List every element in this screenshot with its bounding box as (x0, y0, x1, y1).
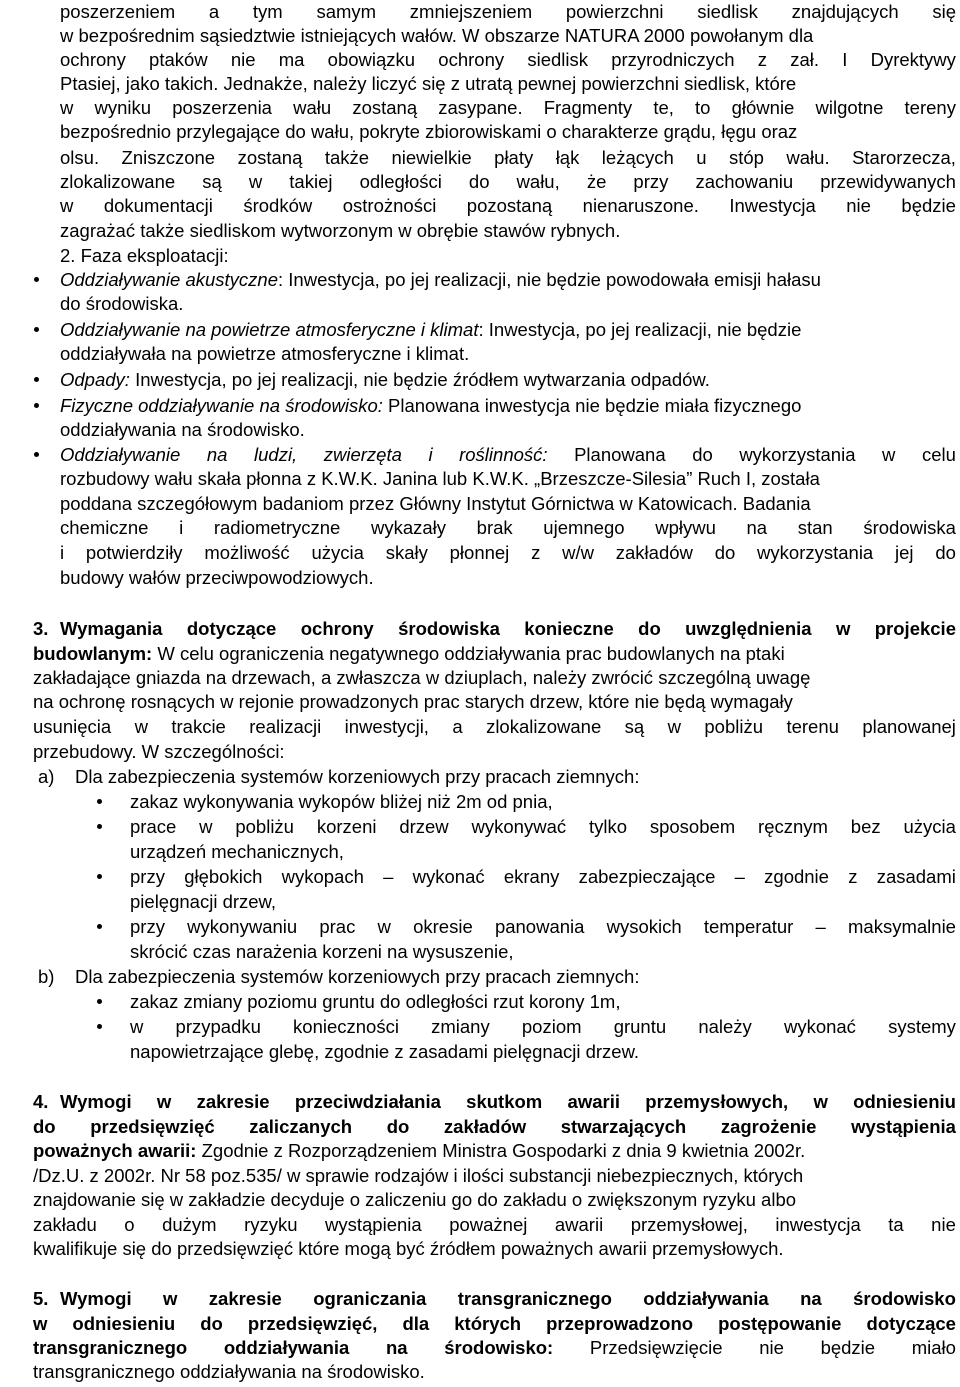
word: że (586, 171, 607, 192)
word: wysokich (606, 916, 682, 937)
list-marker-b: b) (38, 966, 55, 987)
bullet-icon (34, 377, 39, 382)
word: dla (402, 1313, 430, 1334)
word: nienaruszone. (582, 195, 699, 216)
phase2-item-line (60, 541, 956, 565)
word: to (695, 97, 711, 118)
word: prace (130, 816, 177, 837)
word: przemysłowej, (630, 1214, 748, 1235)
word: transgranicznego (457, 1288, 612, 1309)
word: w (134, 716, 148, 737)
word: temperatur (703, 916, 794, 937)
phase2-item-label: Fizyczne oddziaływanie na środowisko: (60, 395, 383, 416)
word: w (156, 1091, 172, 1112)
word: nie (759, 1337, 784, 1358)
word: znajdujących (791, 1, 899, 22)
phase2-item-label: Oddziaływanie akustyczne (60, 269, 278, 290)
word: zakresie (208, 1288, 282, 1309)
word: trakcie (171, 716, 226, 737)
word: oddziaływania (223, 1337, 350, 1358)
phase2-item-label: Odpady: (60, 369, 130, 390)
word: pobliżu (704, 716, 764, 737)
word: o (124, 1214, 135, 1235)
word: ptaków (149, 49, 208, 70)
section-line: znajdowanie się w zakładzie decyduje o zaliczeniu go do zakładu o zwiększonym ryzyku albo (33, 1189, 797, 1210)
word: w (377, 916, 391, 937)
word: w (248, 171, 263, 192)
word: systemy (888, 1016, 956, 1037)
word: zachowaniu (695, 171, 794, 192)
word: chemiczne (60, 517, 149, 538)
word: w (33, 1313, 48, 1334)
word: obowiązku (327, 49, 416, 70)
word: wykorzystania (739, 444, 856, 465)
section-number: 3. (33, 618, 49, 639)
intro-line: w bezpośrednim sąsiedztwie istniejących wałów. W obszarze NATURA 2000 powołanym dla (60, 25, 814, 46)
word: brak (476, 517, 513, 538)
word: środowiska (863, 517, 956, 538)
list-item: zakaz zmiany poziomu gruntu do odległości rzut korony 1m, (130, 991, 621, 1012)
word: okresie (413, 916, 473, 937)
phase2-item-sep: : (278, 269, 284, 290)
bullet-icon (97, 1024, 102, 1029)
word: Starorzecza, (852, 147, 956, 168)
phase2-item-label: Oddziaływanie na powietrze atmosferyczne i klimat (60, 319, 479, 340)
word: w (882, 444, 896, 465)
word: należy (698, 1016, 752, 1037)
word: możliwość (204, 542, 290, 563)
word: poziom (521, 1016, 582, 1037)
word: w (60, 195, 74, 216)
word: poważnej (449, 1214, 528, 1235)
word: w (835, 618, 851, 639)
phase2-item-line: rozbudowy wału skała płonna z K.W.K. Janina lub K.W.K. „Brzeszcze-Silesia” Ruch I, została (60, 468, 820, 489)
word: przeciwdziałania (294, 1091, 441, 1112)
section-number: 4. (33, 1091, 49, 1112)
word: przy (130, 916, 165, 937)
word: wału, (516, 171, 560, 192)
word: ekrany (503, 866, 560, 887)
word: przemysłowych, (645, 1091, 789, 1112)
section-heading (60, 1090, 956, 1114)
word: do (386, 1116, 410, 1137)
list-item (130, 865, 956, 889)
word: do (935, 542, 956, 563)
word: wału (293, 97, 332, 118)
word: stóp (728, 147, 764, 168)
word: wykonać (783, 1016, 856, 1037)
word: przeprowadzono (546, 1313, 694, 1334)
word: nie (846, 195, 871, 216)
word: ma (278, 49, 305, 70)
bullet-icon (97, 874, 102, 879)
word: do (200, 1313, 223, 1334)
word: ujemnego (543, 517, 625, 538)
word: terenu (786, 716, 839, 737)
bullet-icon (97, 999, 102, 1004)
word: gruntu (613, 1016, 667, 1037)
word: sposobem (649, 816, 736, 837)
phase2-item-line (60, 516, 956, 540)
section-line: zakładające gniazda na drzewach, a zwłaszcza w dziuplach, należy zwrócić szczególną uwagę (33, 667, 811, 688)
word: w (667, 716, 681, 737)
word: i (179, 517, 184, 538)
word: zał. (790, 49, 820, 70)
word: u (696, 147, 707, 168)
word: na (800, 1288, 822, 1309)
word: – (815, 916, 826, 937)
word: środowisko (853, 1288, 956, 1309)
section-line: /Dz.U. z 2002r. Nr 58 poz.535/ w sprawie rodzajów i ilości substancji niebezpiecznych, których (33, 1165, 804, 1186)
word: a (208, 1, 220, 22)
word: są (624, 716, 645, 737)
word: radiometryczne (213, 517, 341, 538)
word: zakresie (196, 1091, 270, 1112)
word: płaty (494, 147, 534, 168)
bullet-icon (34, 277, 39, 282)
word: nie (230, 49, 256, 70)
word: celu (921, 444, 956, 465)
word: się (932, 1, 956, 22)
word: ludzi, (254, 444, 298, 465)
word: panowania (494, 916, 585, 937)
intro-line: Ptasiej, jako takich. Jednakże, należy liczyć się z utratą pewnej powierzchni siedlisk, które (60, 73, 797, 94)
word: dużym (162, 1214, 217, 1235)
word: i (60, 542, 65, 563)
section-text: W celu ograniczenia negatywnego oddziaływania prac budowlanych na ptaki (152, 643, 785, 664)
word: Planowana (574, 444, 666, 465)
word: ręcznym (758, 816, 828, 837)
word: stwarzających (560, 1116, 687, 1137)
word: zasypane. (438, 97, 523, 118)
word: i (428, 444, 433, 465)
word: odległości (359, 171, 442, 192)
word: tylko (588, 816, 627, 837)
word: olsu. (60, 147, 100, 168)
word: projekcie (874, 618, 956, 639)
word: do (638, 618, 661, 639)
intro-line (60, 96, 956, 120)
word: przedsięwzięć, (247, 1313, 378, 1334)
word: zostaną (352, 97, 418, 118)
phase2-item-line (60, 318, 801, 342)
intro-line (60, 48, 956, 72)
word: planowanej (862, 716, 956, 737)
phase2-item-text: Inwestycja, po jej realizacji, nie będzie źródłem wytwarzania odpadów. (129, 369, 710, 390)
word: siedlisk (697, 1, 758, 22)
word: odniesieniu (72, 1313, 176, 1334)
word: zabezpieczające (578, 866, 716, 887)
word: będzie (901, 195, 956, 216)
word: Dyrektywy (870, 49, 956, 70)
intro-line (60, 194, 956, 218)
phase2-item-line: oddziaływania na środowisko. (60, 419, 305, 440)
word: zakładów (443, 1116, 527, 1137)
word: zmniejszeniem (409, 1, 533, 22)
section-number: 5. (33, 1288, 49, 1309)
word: ta (888, 1214, 904, 1235)
intro-line (60, 170, 956, 194)
word: ostrożności (342, 195, 437, 216)
word: wykazały (370, 517, 447, 538)
word: w/w (562, 542, 594, 563)
word: poszerzeniem (60, 1, 176, 22)
intro-line: zagrażać także siedliskom wytworzonym w obrębie stawów rybnych. (60, 220, 621, 241)
section-heading-tail: budowlanym: (33, 643, 153, 664)
word: zasadami (876, 866, 956, 887)
word: dotyczące (186, 618, 277, 639)
word: których (454, 1313, 522, 1334)
section-line: na ochronę rosnących w rejonie prowadzonych prac starych drzew, które nie będą wymagały (33, 691, 793, 712)
word: awarii (567, 1091, 620, 1112)
word: w (199, 816, 213, 837)
word: w (813, 1091, 828, 1112)
word: ochrony (60, 49, 126, 70)
word: te, (653, 97, 674, 118)
word: do (468, 171, 490, 192)
word: przyrodniczych (611, 49, 735, 70)
word: a (452, 716, 463, 737)
section-line (33, 1139, 805, 1163)
list-item (130, 1015, 956, 1039)
word: zwierzęta (323, 444, 402, 465)
word: do (692, 444, 713, 465)
word: jej (895, 542, 914, 563)
phase2-item-line (60, 394, 801, 418)
section-line (33, 1336, 956, 1360)
phase2-item-line: oddziaływała na powietrze atmosferyczne i klimat. (60, 343, 470, 364)
word: potwierdziły (85, 542, 183, 563)
bullet-icon (34, 327, 39, 332)
word: postępowanie (718, 1313, 842, 1334)
phase2-item-sep: : (478, 319, 484, 340)
word: – (383, 866, 394, 887)
bullet-icon (97, 799, 102, 804)
word: głównie (731, 97, 795, 118)
word: tym (252, 1, 283, 22)
bullet-icon (34, 403, 39, 408)
word: Inwestycja (729, 195, 816, 216)
word: w (60, 97, 74, 118)
word: zostaną (237, 147, 303, 168)
word: ochrony (438, 49, 505, 70)
word: wykonywaniu (187, 916, 298, 937)
word: oddziaływania (643, 1288, 769, 1309)
word: stan (797, 517, 833, 538)
phase2-item-text: Inwestycja, po jej realizacji, nie będzie (483, 319, 802, 340)
word: Fragmenty (543, 97, 633, 118)
section-line (33, 1213, 956, 1237)
word: pobliżu (235, 816, 294, 837)
word: na (206, 444, 228, 465)
word: roślinność: (459, 444, 548, 465)
word: są (202, 171, 222, 192)
word: głębokich (184, 866, 263, 887)
word: zgodnie (764, 866, 829, 887)
word: odniesieniu (853, 1091, 956, 1112)
word: użycia (311, 542, 364, 563)
bullet-icon (34, 452, 39, 457)
phase2-item-line (60, 443, 956, 467)
section-line: kwalifikuje się do przedsięwzięć które mogą być źródłem poważnych awarii przemysłowych. (33, 1238, 784, 1259)
section-line (33, 715, 956, 739)
bullet-icon (97, 924, 102, 929)
section-line (33, 642, 785, 666)
word: przy (130, 866, 165, 887)
word: tereny (904, 97, 956, 118)
intro-line (60, 146, 956, 170)
word: przypadku (175, 1016, 261, 1037)
word: poszerzenia (172, 97, 272, 118)
word: wykorzystania (757, 542, 874, 563)
word: na (746, 517, 768, 538)
word: do (714, 542, 736, 563)
word: zlokalizowane (486, 716, 602, 737)
word: konieczności (293, 1016, 399, 1037)
phase2-heading: 2. Faza eksploatacji: (60, 245, 229, 266)
phase2-item-line: do środowiska. (60, 293, 184, 314)
list-item: pielęgnacji drzew, (130, 891, 277, 912)
section-heading (60, 617, 956, 641)
phase2-item-text: Planowana inwestycja nie będzie miała fizycznego (382, 395, 802, 416)
word: konieczne (524, 618, 614, 639)
word: wpływu (655, 517, 716, 538)
word: także (324, 147, 370, 168)
word: korzeni (316, 816, 377, 837)
word: zmiany (431, 1016, 490, 1037)
word: ograniczania (313, 1288, 427, 1309)
word: dotyczące (866, 1313, 956, 1334)
word: płonnej (449, 542, 510, 563)
list-b-heading: Dla zabezpieczenia systemów korzeniowych przy pracach ziemnych: (75, 966, 640, 987)
section-heading (33, 1312, 956, 1336)
intro-line (60, 0, 956, 24)
word: niewielkie (391, 147, 472, 168)
word: samym (316, 1, 377, 22)
word: ochrony (300, 618, 374, 639)
word: wystąpienia (325, 1214, 422, 1235)
list-marker-a: a) (38, 766, 55, 787)
word: uwzględnienia (685, 618, 812, 639)
intro-line: bezpośrednio przylegające do wału, pokryte zbiorowiskami o charakterze grądu, łęgu oraz (60, 121, 798, 142)
word: zagrożenie (720, 1116, 817, 1137)
word: z (531, 542, 541, 563)
word: Wymogi (60, 1288, 132, 1309)
word: wykonać (412, 866, 485, 887)
word: w (163, 1288, 178, 1309)
word: prac (319, 916, 356, 937)
word: Wymagania (60, 618, 163, 639)
word: realizacji (249, 716, 322, 737)
word: przewidywanych (820, 171, 956, 192)
word: I (842, 49, 848, 70)
word: awarii (554, 1214, 604, 1235)
section-line: przebudowy. W szczególności: (33, 741, 285, 762)
word: przedsięwzięć (90, 1116, 215, 1137)
list-item: skrócić czas narażenia korzeni na wysuszenie, (130, 941, 514, 962)
section-text: Zgodnie z Rozporządzeniem Ministra Gospodarki z dnia 9 kwietnia 2002r. (196, 1140, 806, 1161)
word: zakładu (33, 1214, 97, 1235)
list-item (130, 815, 956, 839)
word: wykonywać (471, 816, 567, 837)
word: bez (850, 816, 881, 837)
word: pozostaną (466, 195, 553, 216)
list-a-heading: Dla zabezpieczenia systemów korzeniowych przy pracach ziemnych: (75, 766, 640, 787)
list-item: urządzeń mechanicznych, (130, 841, 344, 862)
phase2-item-text: Inwestycja, po jej realizacji, nie będzie powodowała emisji hałasu (283, 269, 821, 290)
word: skały (385, 542, 428, 563)
word: w (130, 1016, 144, 1037)
word: miało (911, 1337, 956, 1358)
word: Zniszczone (121, 147, 216, 168)
word: powierzchni (565, 1, 664, 22)
word: wyniku (94, 97, 152, 118)
word: ryzyku (244, 1214, 298, 1235)
word: środków (243, 195, 313, 216)
word: usunięcia (33, 716, 112, 737)
word: leżących (601, 147, 674, 168)
word: na (385, 1337, 408, 1358)
word: maksymalnie (848, 916, 956, 937)
word: wystąpienia (851, 1116, 956, 1137)
word: takiej (289, 171, 333, 192)
word: łąk (555, 147, 580, 168)
list-item (130, 915, 956, 939)
word: Przedsięwzięcie (589, 1337, 723, 1358)
word: z (848, 866, 858, 887)
word: wykopach (281, 866, 364, 887)
list-item: zakaz wykonywania wykopów bliżej niż 2m od pnia, (130, 791, 553, 812)
word: środowisko: (444, 1337, 554, 1358)
section-heading (33, 1115, 956, 1139)
bullet-icon (97, 824, 102, 829)
phase2-item-line (60, 268, 821, 292)
word: do (33, 1116, 56, 1137)
word: inwestycja (775, 1214, 861, 1235)
word: inwestycji, (344, 716, 429, 737)
word: użycia (903, 816, 956, 837)
word: środowiska (398, 618, 500, 639)
word: przy (633, 171, 669, 192)
word: – (734, 866, 745, 887)
phase2-item-line: poddana szczegółowym badaniom przez Główny Instytut Górnictwa w Katowicach. Badania (60, 493, 811, 514)
word: nie (931, 1214, 956, 1235)
word: siedlisk (527, 49, 588, 70)
word: z (757, 49, 768, 70)
word: Wymogi (60, 1091, 132, 1112)
word: transgranicznego (33, 1337, 188, 1358)
word: wału. (786, 147, 830, 168)
word: będzie (820, 1337, 876, 1358)
word: wilgotne (815, 97, 884, 118)
phase2-item-line: budowy wałów przeciwpowodziowych. (60, 567, 374, 588)
word: zaliczanych (249, 1116, 353, 1137)
section-heading (60, 1287, 956, 1311)
list-item: napowietrzające glebę, zgodnie z zasadami pielęgnacji drzew. (130, 1041, 640, 1062)
word: drzew (399, 816, 449, 837)
word: zakładów (615, 542, 693, 563)
phase2-item-line (60, 368, 710, 392)
section-line: transgranicznego oddziaływania na środowisko. (33, 1361, 425, 1382)
word: Oddziaływanie (60, 444, 181, 465)
section-heading-tail: poważnych awarii: (33, 1140, 197, 1161)
word: zlokalizowane (60, 171, 176, 192)
word: dokumentacji (103, 195, 213, 216)
word: skutkom (466, 1091, 543, 1112)
